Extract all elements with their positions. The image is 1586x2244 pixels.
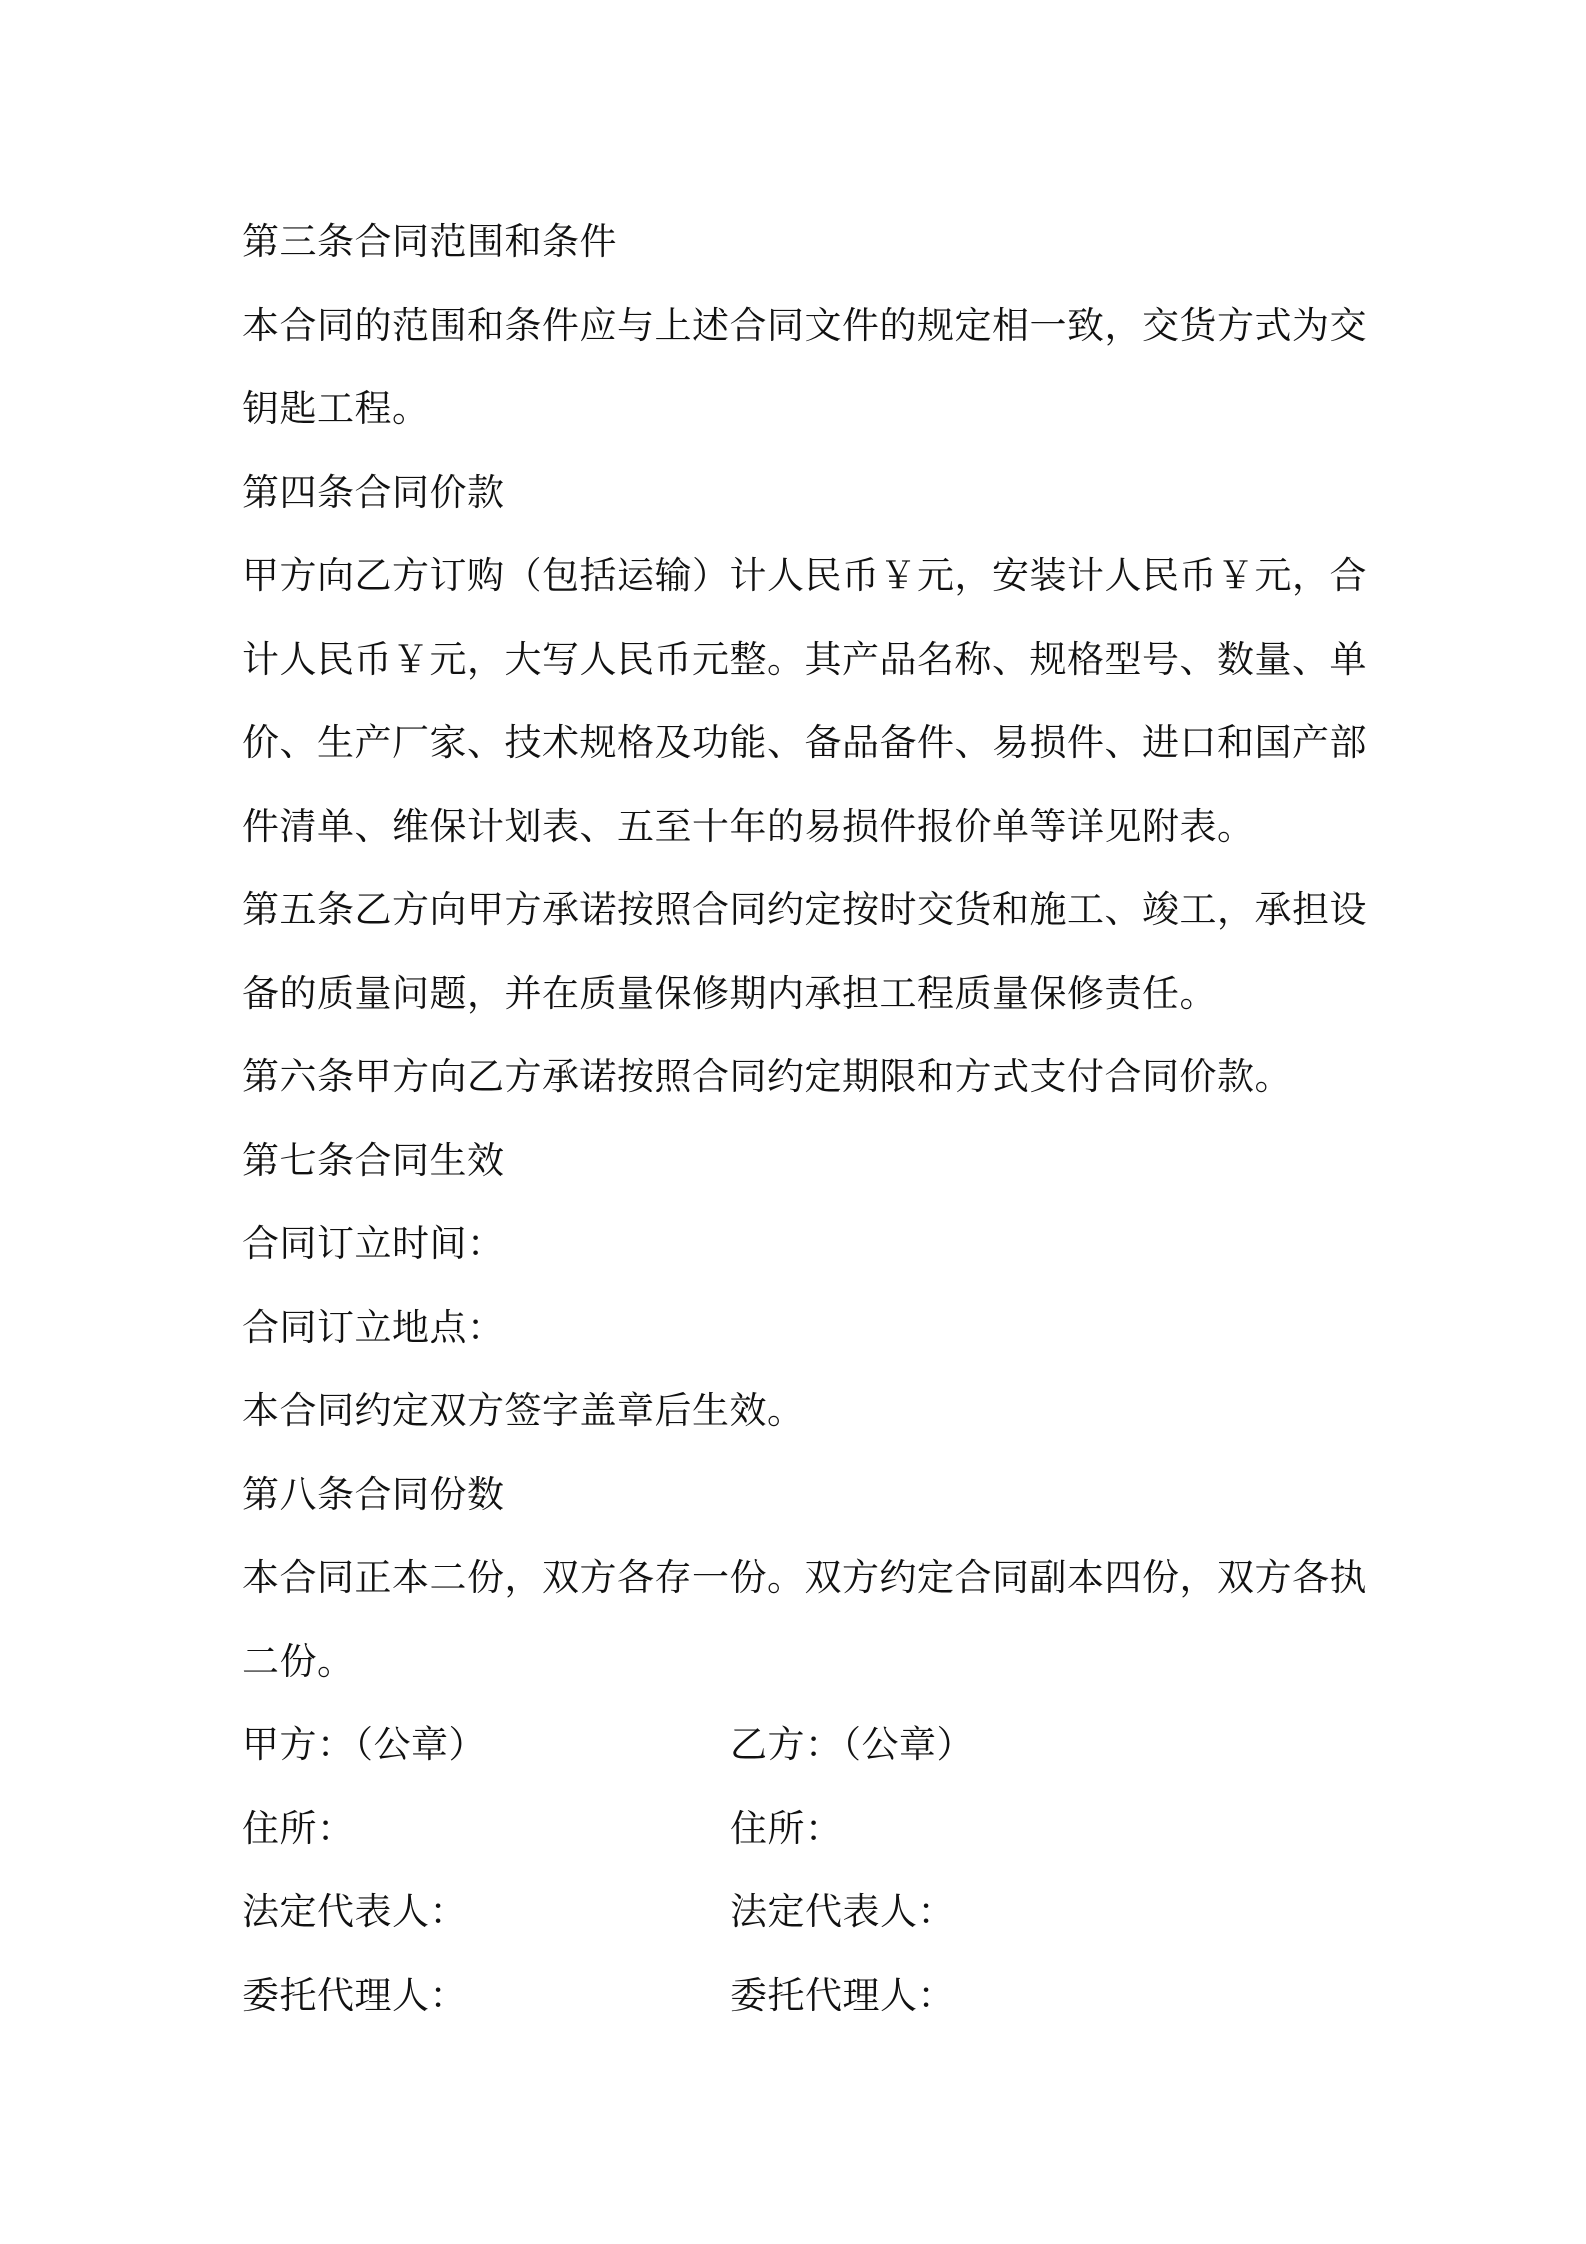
article-5-text-line-2: 备的质量问题，并在质量保修期内承担工程质量保修责任。 [242,971,1217,1015]
party-a-agent-label: 委托代理人： [242,1973,467,2017]
signature-row-agent [242,1954,1357,2038]
article-3-heading: 第三条合同范围和条件 [242,220,617,263]
article-4-text-line-1: 甲方向乙方订购（包括运输）计人民币￥元，安装计人民币￥元，合 [242,554,1367,597]
article-4-heading: 第四条合同价款 [242,470,505,514]
party-b-seal-label: 乙方：（公章） [730,1723,974,1766]
party-a-address-label: 住所： [242,1806,355,1850]
contract-date-label: 合同订立时间： [242,1222,505,1265]
signature-row-seal [242,1703,1357,1787]
article-4-text-line-4: 件清单、维保计划表、五至十年的易损件报价单等详见附表。 [242,804,1255,848]
article-6-text: 第六条甲方向乙方承诺按照合同约定期限和方式支付合同价款。 [242,1055,1292,1098]
article-4-text-line-2: 计人民币￥元，大写人民币元整。其产品名称、规格型号、数量、单 [242,637,1367,681]
party-b-legal-rep-label: 法定代表人： [730,1890,955,1933]
contract-place-label: 合同订立地点： [242,1305,505,1349]
party-b-agent-label: 委托代理人： [730,1973,955,2017]
article-8-heading: 第八条合同份数 [242,1472,505,1516]
party-b-address-label: 住所： [730,1806,843,1850]
signature-row-address [242,1787,1357,1871]
article-3-text-line-1: 本合同的范围和条件应与上述合同文件的规定相一致，交货方式为交 [242,303,1367,347]
document-body [242,200,1367,2037]
article-8-text-line-1: 本合同正本二份，双方各存一份。双方约定合同副本四份，双方各执 [242,1556,1367,1599]
signature-row-legal-rep [242,1870,1357,1954]
article-3-text-line-2: 钥匙工程。 [242,387,430,430]
article-7-text: 本合同约定双方签字盖章后生效。 [242,1389,805,1432]
party-a-seal-label: 甲方：（公章） [242,1723,486,1766]
article-7-heading: 第七条合同生效 [242,1138,505,1182]
article-5-text-line-1: 第五条乙方向甲方承诺按照合同约定按时交货和施工、竣工，承担设 [242,888,1367,931]
party-a-legal-rep-label: 法定代表人： [242,1890,467,1933]
article-8-text-line-2: 二份。 [242,1639,355,1683]
article-4-text-line-3: 价、生产厂家、技术规格及功能、备品备件、易损件、进口和国产部 [242,721,1367,764]
